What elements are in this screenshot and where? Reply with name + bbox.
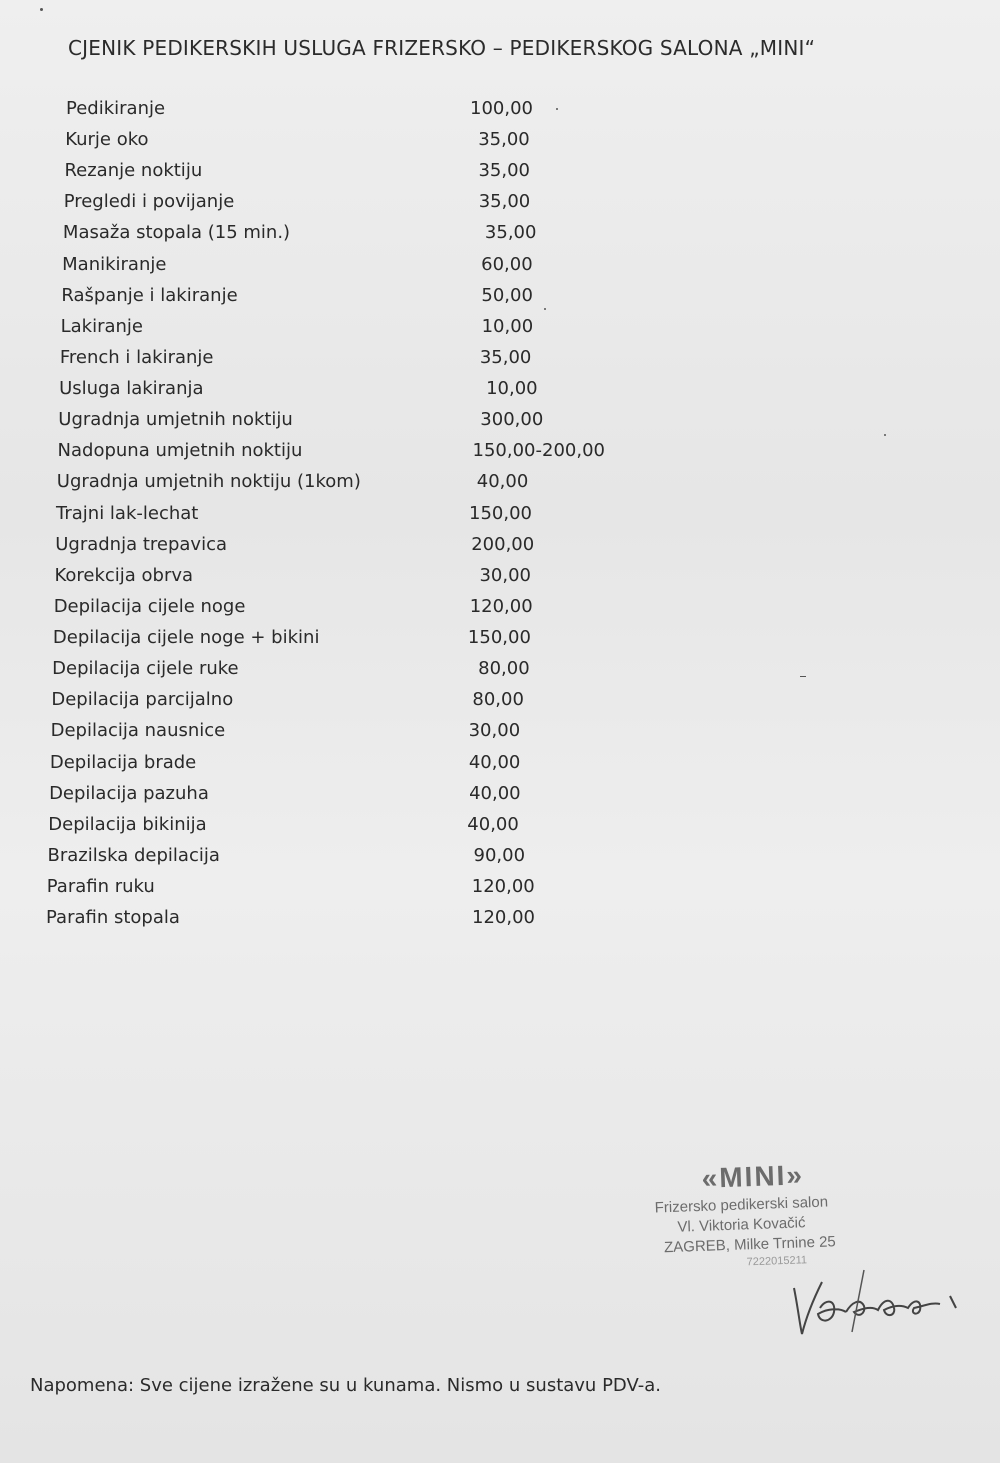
service-price: 50,00 xyxy=(481,284,533,306)
price-row xyxy=(0,627,1000,653)
scan-speck xyxy=(40,8,43,11)
stamp-line-owner: Vl. Viktoria Kovačić xyxy=(677,1214,806,1236)
scan-speck xyxy=(544,308,546,310)
service-name: Depilacija nausnice xyxy=(50,720,226,742)
price-row xyxy=(0,596,1000,622)
price-row xyxy=(0,160,1000,186)
service-name: Ugradnja trepavica xyxy=(55,533,228,555)
service-price: 35,00 xyxy=(478,191,531,213)
stamp-line-address: ZAGREB, Milke Trnine 25 xyxy=(663,1233,837,1257)
service-price: 100,00 xyxy=(470,98,533,119)
service-price: 60,00 xyxy=(481,253,533,275)
service-name: Parafin stopala xyxy=(46,907,180,929)
service-name: Lakiranje xyxy=(60,315,144,337)
scan-speck xyxy=(800,676,806,677)
price-row xyxy=(0,471,1000,497)
handwritten-signature xyxy=(780,1268,980,1348)
service-name: Manikiranje xyxy=(62,253,167,275)
service-price: 40,00 xyxy=(469,782,521,804)
price-row xyxy=(0,907,1000,933)
service-name: Depilacija brade xyxy=(49,751,197,773)
price-row xyxy=(0,378,1000,404)
scan-speck xyxy=(556,108,558,110)
service-price: 120,00 xyxy=(472,907,535,929)
service-price: 40,00 xyxy=(467,813,519,835)
document-title: CJENIK PEDIKERSKIH USLUGA FRIZERSKO – PEDIKERSKOG SALONA „MINI“ xyxy=(68,36,816,60)
price-row xyxy=(0,876,1000,902)
service-price: 300,00 xyxy=(480,409,544,431)
service-name: French i lakiranje xyxy=(59,346,214,368)
service-price: 10,00 xyxy=(481,315,534,337)
service-price: 150,00-200,00 xyxy=(472,440,605,462)
price-row xyxy=(0,347,1000,373)
price-row xyxy=(0,98,1000,124)
price-row xyxy=(0,503,1000,529)
service-price: 30,00 xyxy=(479,564,531,586)
service-name: Depilacija cijele noge xyxy=(53,595,246,617)
service-name: Depilacija pazuha xyxy=(49,782,209,804)
stamp-line-salon: Frizersko pedikerski salon xyxy=(654,1193,829,1217)
service-price: 120,00 xyxy=(471,875,535,897)
price-row xyxy=(0,814,1000,840)
service-price: 120,00 xyxy=(469,595,533,617)
price-row xyxy=(0,845,1000,871)
price-row xyxy=(0,409,1000,435)
price-row xyxy=(0,658,1000,684)
service-name: Pregledi i povijanje xyxy=(63,191,235,213)
service-price: 40,00 xyxy=(468,751,521,773)
service-name: Rezanje noktiju xyxy=(64,160,203,182)
service-name: Pedikiranje xyxy=(66,98,166,119)
price-row xyxy=(0,752,1000,778)
service-name: Rašpanje i lakiranje xyxy=(61,284,238,306)
price-row xyxy=(0,285,1000,311)
service-price: 35,00 xyxy=(479,346,532,368)
price-row xyxy=(0,222,1000,248)
service-name: Nadopuna umjetnih noktiju xyxy=(57,440,303,462)
stamp-line-number: 7222015211 xyxy=(746,1254,808,1269)
price-row xyxy=(0,534,1000,560)
service-price: 150,00 xyxy=(467,627,531,649)
service-price: 80,00 xyxy=(478,658,530,680)
price-row xyxy=(0,783,1000,809)
service-name: Depilacija cijele ruke xyxy=(52,658,239,680)
service-name: Kurje oko xyxy=(65,129,149,151)
service-name: Parafin ruku xyxy=(46,875,155,897)
service-name: Ugradnja umjetnih noktiju (1kom) xyxy=(56,471,361,493)
service-price: 200,00 xyxy=(471,533,535,555)
service-name: Depilacija cijele noge + bikini xyxy=(52,627,320,649)
service-name: Depilacija parcijalno xyxy=(51,689,234,711)
price-row xyxy=(0,129,1000,155)
scan-speck xyxy=(884,434,886,436)
service-name: Ugradnja umjetnih noktiju xyxy=(58,409,293,431)
service-name: Depilacija bikinija xyxy=(48,813,207,835)
price-row xyxy=(0,191,1000,217)
service-name: Usluga lakiranja xyxy=(59,378,204,400)
service-name: Trajni lak-lechat xyxy=(56,502,199,524)
service-price: 35,00 xyxy=(478,160,530,182)
service-price: 30,00 xyxy=(468,720,521,742)
price-row xyxy=(0,440,1000,466)
salon-stamp xyxy=(653,1155,917,1271)
stamp-brand: «MINI» xyxy=(701,1159,805,1194)
price-row xyxy=(0,316,1000,342)
service-price: 10,00 xyxy=(486,378,538,400)
service-name: Korekcija obrva xyxy=(54,564,194,586)
service-price: 35,00 xyxy=(484,222,537,244)
price-row xyxy=(0,689,1000,715)
service-name: Masaža stopala (15 min.) xyxy=(62,222,291,244)
service-price: 90,00 xyxy=(473,844,526,866)
service-price: 40,00 xyxy=(476,471,529,493)
service-price: 80,00 xyxy=(472,689,524,711)
service-name: Brazilska depilacija xyxy=(47,844,220,866)
price-row xyxy=(0,565,1000,591)
price-row xyxy=(0,720,1000,746)
service-price: 150,00 xyxy=(469,502,532,524)
service-price: 35,00 xyxy=(478,129,530,151)
price-row xyxy=(0,254,1000,280)
price-note: Napomena: Sve cijene izražene su u kunama. Nismo u sustavu PDV-a. xyxy=(30,1375,661,1396)
